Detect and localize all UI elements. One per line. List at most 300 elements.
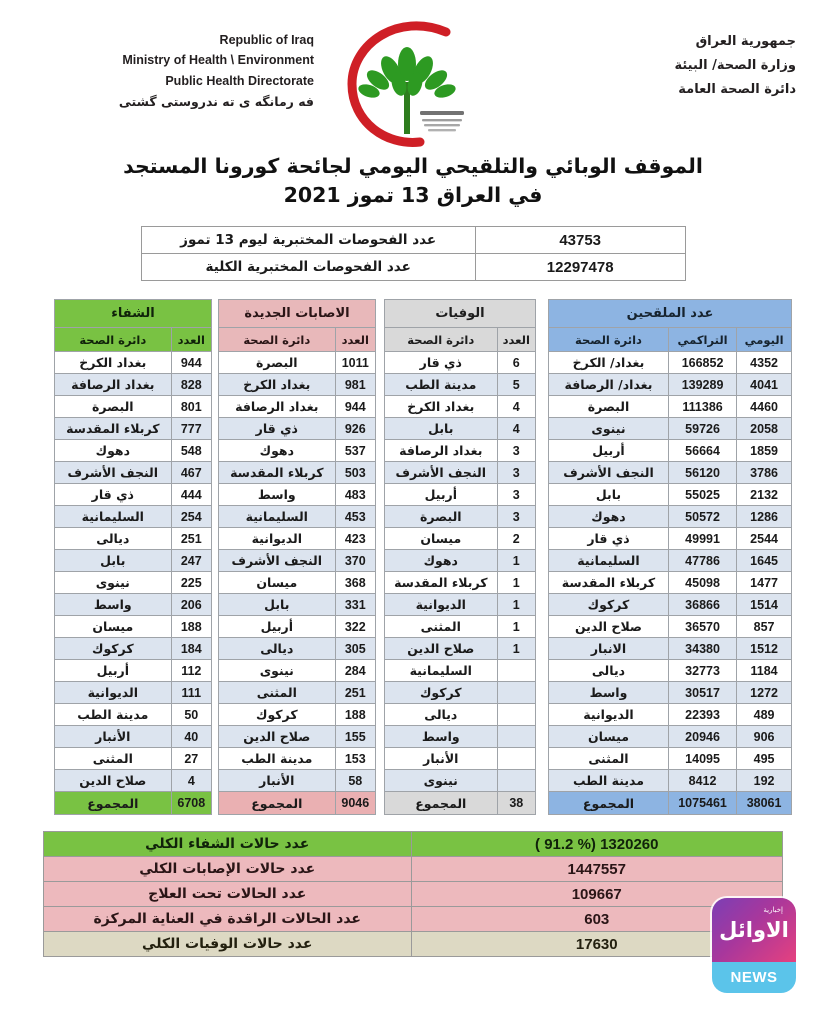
table-row [55,374,212,396]
table-row [385,440,536,462]
table-row [549,638,792,660]
vaccination-daily-cell: 857 [737,616,792,638]
vaccination-department-cell: البصرة [549,396,669,418]
recoveries-department-cell: بابل [55,550,172,572]
vaccination-cumulative-cell: 14095 [668,748,736,770]
report-title-line2: في العراق 13 تموز 2021 [283,183,543,208]
recoveries-department-cell: ذي قار [55,484,172,506]
deaths-table-block [384,299,536,815]
table-row [219,748,376,770]
vaccination-table [548,299,792,815]
deaths-count-cell: 3 [497,506,535,528]
vaccination-total-label: المجموع [549,792,669,815]
table-row [55,572,212,594]
table-row [219,506,376,528]
deaths-department-cell: النجف الأشرف [385,462,498,484]
new-cases-department-cell: بابل [219,594,336,616]
summary-value: 603 [411,907,782,932]
table-row [219,594,376,616]
deaths-department-cell: كربلاء المقدسة [385,572,498,594]
deaths-count-cell: 5 [497,374,535,396]
summary-label: عدد حالات الشفاء الكلي [44,832,412,857]
watermark-tiny-label: إخبارية [763,906,783,914]
new-cases-department-cell: البصرة [219,352,336,374]
recoveries-count-cell: 206 [171,594,211,616]
header-english-block [24,18,314,112]
table-row [219,726,376,748]
recoveries-count-cell: 777 [171,418,211,440]
table-row [385,704,536,726]
table-row [549,374,792,396]
new-cases-count-cell: 155 [335,726,375,748]
deaths-department-cell: صلاح الدين [385,638,498,660]
vaccination-daily-cell: 192 [737,770,792,792]
deaths-department-cell: دهوك [385,550,498,572]
new-cases-col-count: العدد [335,328,375,352]
table-row [549,748,792,770]
recoveries-count-cell: 548 [171,440,211,462]
vaccination-daily-cell: 4352 [737,352,792,374]
new-cases-department-cell: أربيل [219,616,336,638]
header-line-republic-ar: جمهورية العراق [695,34,796,49]
vaccination-department-cell: ذي قار [549,528,669,550]
vaccination-department-cell: أربيل [549,440,669,462]
recoveries-department-cell: أربيل [55,660,172,682]
table-row [55,484,212,506]
table-row [385,462,536,484]
deaths-count-cell: 1 [497,616,535,638]
deaths-department-cell: المثنى [385,616,498,638]
new-cases-count-cell: 926 [335,418,375,440]
new-cases-department-cell: المثنى [219,682,336,704]
recoveries-count-cell: 40 [171,726,211,748]
vaccination-cumulative-cell: 111386 [668,396,736,418]
vaccination-daily-cell: 1859 [737,440,792,462]
vaccination-cumulative-cell: 56664 [668,440,736,462]
table-row [549,704,792,726]
vaccination-department-cell: ميسان [549,726,669,748]
table-row [219,462,376,484]
new-cases-department-cell: كربلاء المقدسة [219,462,336,484]
recoveries-count-cell: 184 [171,638,211,660]
header-line-directorate: Public Health Directorate [165,73,314,88]
table-row [55,418,212,440]
summary-label: عدد حالات الوفيات الكلي [44,932,412,957]
deaths-department-cell: أربيل [385,484,498,506]
new-cases-count-cell: 284 [335,660,375,682]
vaccination-daily-cell: 3786 [737,462,792,484]
table-row [549,550,792,572]
vaccination-total-cumulative: 1075461 [668,792,736,815]
table-row [385,748,536,770]
table-row [55,594,212,616]
summary-row [44,832,783,857]
new-cases-table [218,299,376,815]
header-line-ministry: Ministry of Health \ Environment [122,53,314,68]
deaths-count-cell [497,748,535,770]
summary-label: عدد الحالات الراقدة في العناية المركزة [44,907,412,932]
table-row [55,726,212,748]
new-cases-department-cell: الأنبار [219,770,336,792]
vaccination-cumulative-cell: 55025 [668,484,736,506]
recoveries-table [54,299,212,815]
deaths-count-cell: 1 [497,594,535,616]
deaths-department-cell: كركوك [385,682,498,704]
summary-value: 1320260 (% 91.2 ) [411,832,782,857]
recoveries-department-cell: دهوك [55,440,172,462]
vaccination-cumulative-cell: 8412 [668,770,736,792]
recoveries-department-cell: البصرة [55,396,172,418]
vaccination-cumulative-cell: 47786 [668,550,736,572]
new-cases-total-row [219,792,376,815]
new-cases-count-cell: 188 [335,704,375,726]
new-cases-total-count: 9046 [335,792,375,815]
new-cases-col-department: دائرة الصحة [219,328,336,352]
new-cases-count-cell: 331 [335,594,375,616]
table-row [219,704,376,726]
summary-row [44,857,783,882]
new-cases-count-cell: 370 [335,550,375,572]
table-row [385,572,536,594]
recoveries-department-cell: السليمانية [55,506,172,528]
iraq-moh-logo [338,18,488,153]
vaccination-cumulative-cell: 45098 [668,572,736,594]
recoveries-total-label: المجموع [55,792,172,815]
table-row [219,572,376,594]
vaccination-total-row [549,792,792,815]
deaths-department-cell: بغداد الرصافة [385,440,498,462]
vaccination-col-cumulative: التراكمي [668,328,736,352]
new-cases-department-cell: السليمانية [219,506,336,528]
new-cases-count-cell: 322 [335,616,375,638]
vaccination-department-cell: دهوك [549,506,669,528]
recoveries-count-cell: 828 [171,374,211,396]
table-row [219,440,376,462]
table-row [219,550,376,572]
new-cases-department-cell: ذي قار [219,418,336,440]
vaccination-department-cell: بغداد/ الرصافة [549,374,669,396]
recoveries-department-cell: الأنبار [55,726,172,748]
lab-tests-table [141,226,686,281]
new-cases-count-cell: 981 [335,374,375,396]
vaccination-cumulative-cell: 32773 [668,660,736,682]
table-row [219,616,376,638]
lab-tests-value: 43753 [475,227,685,254]
deaths-department-cell: مدينة الطب [385,374,498,396]
vaccination-cumulative-cell: 30517 [668,682,736,704]
header-line-directorate-ar: دائرة الصحة العامة [678,82,796,98]
vaccination-cumulative-cell: 36570 [668,616,736,638]
vaccination-daily-cell: 1184 [737,660,792,682]
lab-tests-label: عدد الفحوصات المختبرية الكلية [141,254,475,281]
table-row [385,528,536,550]
deaths-col-count: العدد [497,328,535,352]
table-row [55,616,212,638]
new-cases-count-cell: 503 [335,462,375,484]
deaths-department-cell: الديوانية [385,594,498,616]
recoveries-count-cell: 27 [171,748,211,770]
table-row [385,770,536,792]
new-cases-count-cell: 483 [335,484,375,506]
recoveries-department-cell: نينوى [55,572,172,594]
table-row [55,462,212,484]
vaccination-table-block [548,299,792,815]
vaccination-daily-cell: 1645 [737,550,792,572]
new-cases-count-cell: 1011 [335,352,375,374]
new-cases-department-cell: صلاح الدين [219,726,336,748]
vaccination-cumulative-cell: 50572 [668,506,736,528]
vaccination-daily-cell: 1286 [737,506,792,528]
deaths-count-cell: 2 [497,528,535,550]
table-row [385,352,536,374]
deaths-total-count: 38 [497,792,535,815]
vaccination-department-cell: نينوى [549,418,669,440]
recoveries-department-cell: واسط [55,594,172,616]
vaccination-department-cell: الديوانية [549,704,669,726]
recoveries-department-cell: بغداد الرصافة [55,374,172,396]
recoveries-count-cell: 251 [171,528,211,550]
watermark-news-label: NEWS [730,969,778,986]
report-title-line1: الموقف الوبائي والتلقيحي اليومي لجائحة كورونا المستجد [123,154,703,178]
alawael-news-watermark [712,898,796,993]
recoveries-count-cell: 112 [171,660,211,682]
recoveries-department-cell: النجف الأشرف [55,462,172,484]
table-row [219,484,376,506]
vaccination-department-cell: صلاح الدين [549,616,669,638]
deaths-table [384,299,536,815]
header-line-kurdish: فه رمانگه ی ته ندروستی گشتی [118,93,314,109]
vaccination-department-cell: بغداد/ الكرخ [549,352,669,374]
new-cases-department-cell: الديوانية [219,528,336,550]
lab-tests-row [141,254,685,281]
table-row [385,660,536,682]
vaccination-daily-cell: 1514 [737,594,792,616]
table-row [385,506,536,528]
recoveries-total-row [55,792,212,815]
new-cases-count-cell: 537 [335,440,375,462]
summary-value: 1447557 [411,857,782,882]
table-row [549,396,792,418]
deaths-count-cell: 4 [497,418,535,440]
new-cases-department-cell: ديالى [219,638,336,660]
lab-tests-label: عدد الفحوصات المختبرية ليوم 13 تموز [141,227,475,254]
deaths-department-cell: ميسان [385,528,498,550]
deaths-department-cell: البصرة [385,506,498,528]
vaccination-cumulative-cell: 20946 [668,726,736,748]
table-row [219,528,376,550]
table-row [549,462,792,484]
vaccination-department-cell: كركوك [549,594,669,616]
table-row [55,638,212,660]
table-row [219,352,376,374]
report-title [0,152,826,210]
new-cases-count-cell: 153 [335,748,375,770]
table-row [55,352,212,374]
vaccination-cumulative-cell: 166852 [668,352,736,374]
deaths-count-cell: 3 [497,440,535,462]
vaccination-daily-cell: 2132 [737,484,792,506]
table-row [385,374,536,396]
recoveries-department-cell: ديالى [55,528,172,550]
vaccination-department-cell: بابل [549,484,669,506]
new-cases-count-cell: 58 [335,770,375,792]
table-row [385,594,536,616]
recoveries-department-cell: المثنى [55,748,172,770]
table-row [549,682,792,704]
summary-row [44,907,783,932]
deaths-total-row [385,792,536,815]
table-row [55,550,212,572]
vaccination-cumulative-cell: 36866 [668,594,736,616]
recoveries-count-cell: 4 [171,770,211,792]
deaths-department-cell: السليمانية [385,660,498,682]
vaccination-cumulative-cell: 139289 [668,374,736,396]
watermark-bottom [712,962,796,993]
table-row [219,374,376,396]
deaths-count-cell [497,726,535,748]
new-cases-department-cell: ميسان [219,572,336,594]
recoveries-count-cell: 225 [171,572,211,594]
table-row [549,418,792,440]
deaths-count-cell: 1 [497,572,535,594]
vaccination-daily-cell: 2058 [737,418,792,440]
table-row [219,638,376,660]
new-cases-department-cell: نينوى [219,660,336,682]
deaths-count-cell: 4 [497,396,535,418]
summary-label: عدد الحالات تحت العلاج [44,882,412,907]
deaths-count-cell: 3 [497,462,535,484]
recoveries-count-cell: 467 [171,462,211,484]
vaccination-department-cell: النجف الأشرف [549,462,669,484]
vaccination-table-title: عدد الملقحين [549,300,792,328]
summary-value: 109667 [411,882,782,907]
vaccination-daily-cell: 1512 [737,638,792,660]
table-row [385,726,536,748]
table-row [385,550,536,572]
vaccination-department-cell: ديالى [549,660,669,682]
table-row [385,616,536,638]
deaths-count-cell: 3 [497,484,535,506]
recoveries-department-cell: ميسان [55,616,172,638]
deaths-count-cell: 1 [497,638,535,660]
table-row [549,352,792,374]
watermark-top [712,898,796,962]
vaccination-daily-cell: 4041 [737,374,792,396]
recoveries-department-cell: كركوك [55,638,172,660]
table-row [549,726,792,748]
vaccination-cumulative-cell: 22393 [668,704,736,726]
vaccination-cumulative-cell: 59726 [668,418,736,440]
deaths-count-cell [497,770,535,792]
table-row [549,572,792,594]
deaths-col-department: دائرة الصحة [385,328,498,352]
page-header [0,0,826,150]
new-cases-department-cell: واسط [219,484,336,506]
deaths-count-cell [497,682,535,704]
lab-tests-row [141,227,685,254]
summary-label: عدد حالات الإصابات الكلي [44,857,412,882]
table-row [385,682,536,704]
table-row [549,440,792,462]
summary-table [43,831,783,957]
new-cases-count-cell: 305 [335,638,375,660]
recoveries-department-cell: كربلاء المقدسة [55,418,172,440]
new-cases-department-cell: دهوك [219,440,336,462]
recoveries-count-cell: 801 [171,396,211,418]
table-row [549,506,792,528]
vaccination-department-cell: السليمانية [549,550,669,572]
deaths-department-cell: بغداد الكرخ [385,396,498,418]
lab-tests-value: 12297478 [475,254,685,281]
recoveries-department-cell: الديوانية [55,682,172,704]
table-row [385,396,536,418]
table-row [55,748,212,770]
deaths-count-cell [497,660,535,682]
deaths-count-cell: 6 [497,352,535,374]
vaccination-daily-cell: 489 [737,704,792,726]
recoveries-count-cell: 188 [171,616,211,638]
table-row [55,660,212,682]
recoveries-count-cell: 50 [171,704,211,726]
table-row [549,616,792,638]
table-row [549,660,792,682]
summary-section [0,831,826,957]
recoveries-department-cell: مدينة الطب [55,704,172,726]
table-row [219,418,376,440]
recoveries-count-cell: 247 [171,550,211,572]
recoveries-department-cell: صلاح الدين [55,770,172,792]
table-row [55,770,212,792]
recoveries-count-cell: 254 [171,506,211,528]
lab-tests-section [0,226,826,281]
vaccination-department-cell: المثنى [549,748,669,770]
table-row [55,704,212,726]
vaccination-daily-cell: 1272 [737,682,792,704]
summary-value: 17630 [411,932,782,957]
table-row [385,418,536,440]
summary-row [44,882,783,907]
vaccination-department-cell: الانبار [549,638,669,660]
recoveries-count-cell: 944 [171,352,211,374]
table-row [219,770,376,792]
recoveries-count-cell: 444 [171,484,211,506]
header-line-republic: Republic of Iraq [219,33,314,47]
new-cases-count-cell: 423 [335,528,375,550]
new-cases-table-block [218,299,376,815]
vaccination-daily-cell: 906 [737,726,792,748]
table-row [219,682,376,704]
vaccination-department-cell: كربلاء المقدسة [549,572,669,594]
deaths-department-cell: الأنبار [385,748,498,770]
vaccination-daily-cell: 2544 [737,528,792,550]
vaccination-daily-cell: 4460 [737,396,792,418]
deaths-department-cell: بابل [385,418,498,440]
deaths-department-cell: نينوى [385,770,498,792]
deaths-department-cell: واسط [385,726,498,748]
table-row [55,528,212,550]
vaccination-daily-cell: 1477 [737,572,792,594]
table-row [55,506,212,528]
new-cases-total-label: المجموع [219,792,336,815]
header-line-ministry-ar: وزارة الصحة/ البيئة [674,58,796,74]
deaths-count-cell [497,704,535,726]
deaths-total-label: المجموع [385,792,498,815]
departments-tables-grid [0,299,826,815]
new-cases-department-cell: بغداد الكرخ [219,374,336,396]
new-cases-department-cell: بغداد الرصافة [219,396,336,418]
table-row [55,682,212,704]
deaths-count-cell: 1 [497,550,535,572]
